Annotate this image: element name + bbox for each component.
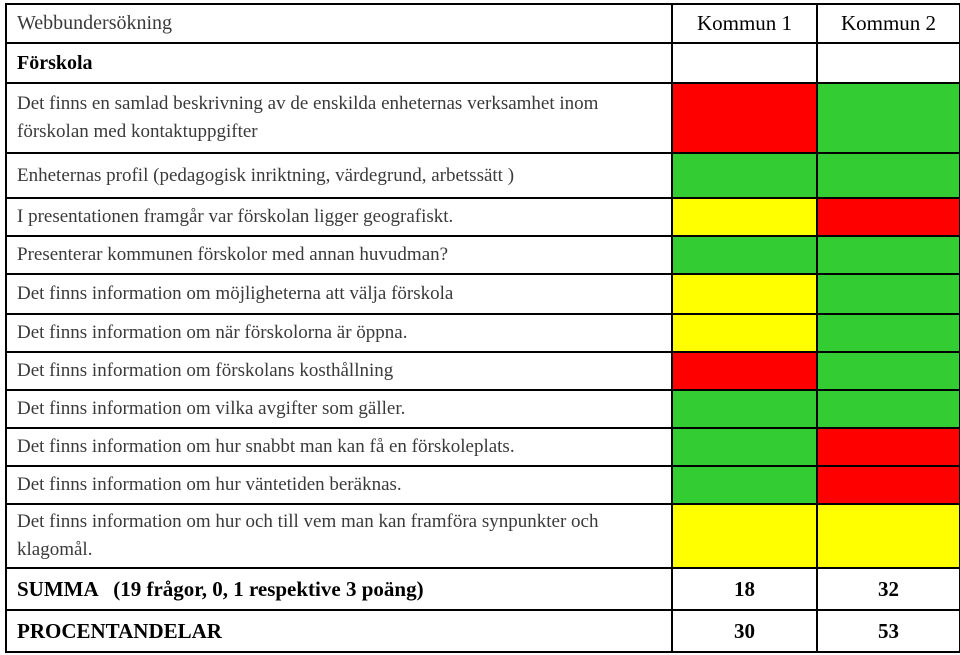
question-text: Det finns information om hur väntetiden beräknas. xyxy=(6,466,672,504)
question-row xyxy=(6,504,960,568)
question-row xyxy=(6,352,960,390)
survey-table xyxy=(5,3,960,653)
question-row xyxy=(6,274,960,314)
question-row xyxy=(6,153,960,198)
kommun-2-rating-green xyxy=(817,83,960,153)
kommun-1-rating-green xyxy=(672,153,817,198)
question-row xyxy=(6,390,960,428)
question-text: Det finns information om förskolans kosthållning xyxy=(6,352,672,390)
procent-kommun-2-value: 53 xyxy=(817,610,960,652)
question-text: Det finns information om möjligheterna att välja förskola xyxy=(6,274,672,314)
kommun-1-rating-green xyxy=(672,428,817,466)
summa-label: SUMMA (19 frågor, 0, 1 respektive 3 poäng) xyxy=(6,568,672,610)
kommun-2-rating-red xyxy=(817,198,960,236)
summa-row xyxy=(6,568,960,610)
question-text: Det finns information om hur och till vem man kan framföra synpunkter och klagomål. xyxy=(6,504,672,568)
header-row xyxy=(6,4,960,43)
question-text: Enheternas profil (pedagogisk inriktning, värdegrund, arbetssätt ) xyxy=(6,153,672,198)
kommun-2-rating-green xyxy=(817,236,960,274)
kommun-2-rating-red xyxy=(817,466,960,504)
question-row xyxy=(6,198,960,236)
procent-label: PROCENTANDELAR xyxy=(6,610,672,652)
procent-kommun-1-value: 30 xyxy=(672,610,817,652)
column-header-kommun-2: Kommun 2 xyxy=(817,4,960,43)
section-empty-cell xyxy=(817,43,960,83)
kommun-2-rating-green xyxy=(817,314,960,352)
question-text: Presenterar kommunen förskolor med annan huvudman? xyxy=(6,236,672,274)
kommun-1-rating-green xyxy=(672,390,817,428)
kommun-1-rating-yellow xyxy=(672,198,817,236)
summa-kommun-2-value: 32 xyxy=(817,568,960,610)
kommun-2-rating-green xyxy=(817,390,960,428)
question-text: I presentationen framgår var förskolan ligger geografiskt. xyxy=(6,198,672,236)
kommun-2-rating-green xyxy=(817,153,960,198)
kommun-1-rating-red xyxy=(672,352,817,390)
column-header-kommun-1: Kommun 1 xyxy=(672,4,817,43)
kommun-1-rating-yellow xyxy=(672,504,817,568)
question-text: Det finns en samlad beskrivning av de enskilda enheternas verksamhet inom förskolan med kontaktuppgifter xyxy=(6,83,672,153)
table-title: Webbundersökning xyxy=(6,4,672,43)
kommun-1-rating-green xyxy=(672,466,817,504)
kommun-2-rating-red xyxy=(817,428,960,466)
question-text: Det finns information om när förskolorna är öppna. xyxy=(6,314,672,352)
question-text: Det finns information om vilka avgifter som gäller. xyxy=(6,390,672,428)
summa-kommun-1-value: 18 xyxy=(672,568,817,610)
question-row xyxy=(6,428,960,466)
kommun-1-rating-yellow xyxy=(672,314,817,352)
procent-row xyxy=(6,610,960,652)
kommun-1-rating-yellow xyxy=(672,274,817,314)
question-row xyxy=(6,466,960,504)
question-text: Det finns information om hur snabbt man kan få en förskoleplats. xyxy=(6,428,672,466)
section-title: Förskola xyxy=(6,43,672,83)
section-row xyxy=(6,43,960,83)
question-row xyxy=(6,236,960,274)
question-row xyxy=(6,83,960,153)
section-empty-cell xyxy=(672,43,817,83)
kommun-1-rating-green xyxy=(672,236,817,274)
kommun-2-rating-green xyxy=(817,274,960,314)
kommun-2-rating-green xyxy=(817,352,960,390)
kommun-2-rating-yellow xyxy=(817,504,960,568)
kommun-1-rating-red xyxy=(672,83,817,153)
question-row xyxy=(6,314,960,352)
